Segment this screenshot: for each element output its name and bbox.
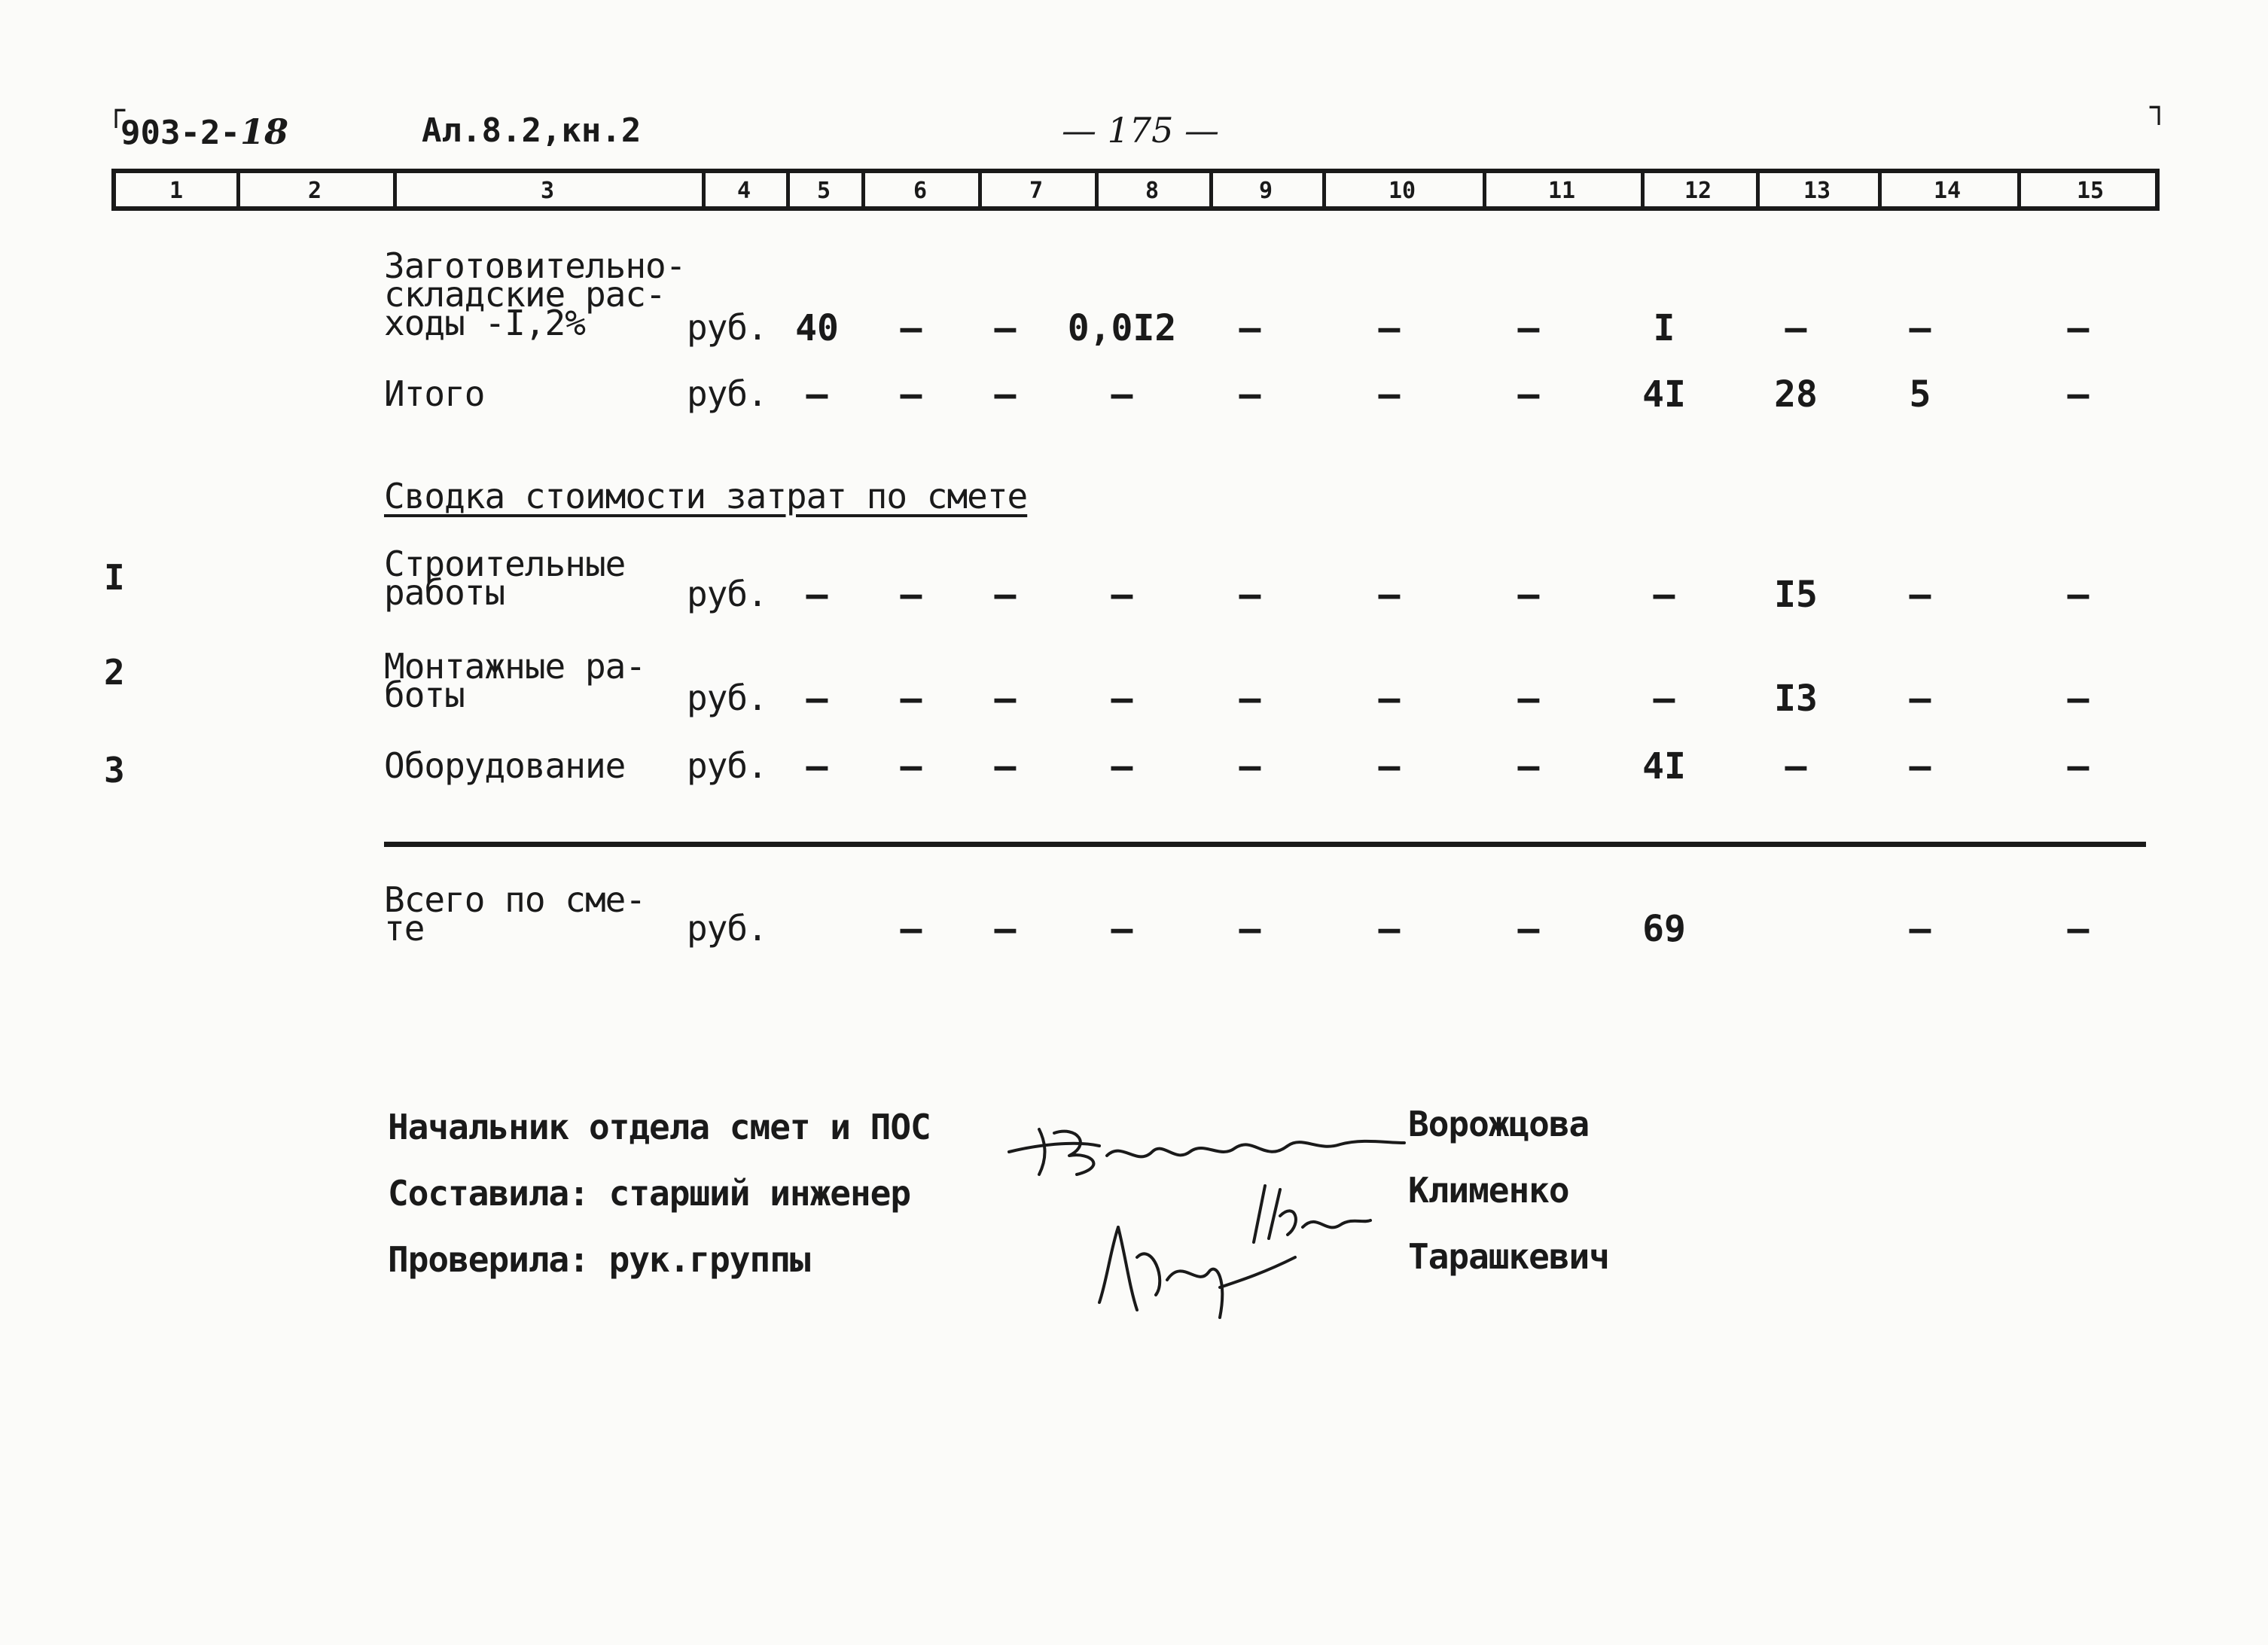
cell-col-10: – [1378, 745, 1401, 787]
row-number: 3 [104, 750, 124, 791]
cell-col-15: – [2067, 307, 2090, 349]
signature-role: Проверила: рук.группы [388, 1239, 810, 1280]
corner-mark-left: ┌ [107, 93, 126, 128]
cell-col-7: – [994, 574, 1017, 616]
cell-col-7: – [994, 307, 1017, 349]
cell-col-5: 40 [795, 307, 839, 349]
cell-col-13: – [1785, 307, 1807, 349]
cell-col-12: 4I [1642, 373, 1686, 416]
cell-col-6: – [900, 373, 922, 416]
column-divider [1209, 173, 1213, 206]
cell-col-11: – [1517, 678, 1540, 720]
cell-col-14: – [1909, 307, 1931, 349]
cell-col-15: – [2067, 678, 2090, 720]
cell-col-13: I5 [1774, 574, 1818, 616]
cell-col-14: – [1909, 908, 1931, 950]
cell-col-15: – [2067, 745, 2090, 787]
cell-col-7: – [994, 373, 1017, 416]
cell-col-8: – [1111, 373, 1133, 416]
column-number-14: 14 [1933, 178, 1962, 204]
cell-col-10: – [1378, 678, 1401, 720]
cell-col-12: 69 [1642, 908, 1686, 950]
column-number-15: 15 [2076, 178, 2105, 204]
cell-col-10: – [1378, 373, 1401, 416]
cell-col-11: – [1517, 908, 1540, 950]
column-divider [1483, 173, 1486, 206]
cell-col-10: – [1378, 908, 1401, 950]
cell-col-14: – [1909, 678, 1931, 720]
document-code-suffix: 18 [239, 111, 288, 152]
column-divider [978, 173, 982, 206]
column-divider [702, 173, 706, 206]
cell-col-5: – [806, 745, 828, 787]
column-number-1: 1 [169, 178, 184, 204]
cell-col-15: – [2067, 908, 2090, 950]
cell-col-15: – [2067, 373, 2090, 416]
cell-col-6: – [900, 745, 922, 787]
signature-name: Ворожцова [1408, 1104, 1590, 1144]
cell-col-12: I [1653, 307, 1675, 349]
column-divider [1322, 173, 1326, 206]
page-number: — 175 — [1062, 110, 1220, 151]
cell-col-7: – [994, 908, 1017, 950]
cell-col-12: – [1653, 574, 1675, 616]
document-code-prefix: 903-2- [120, 114, 240, 152]
cell-col-6: – [900, 574, 922, 616]
cell-col-11: – [1517, 373, 1540, 416]
cell-col-13: 28 [1774, 373, 1818, 416]
cell-col-9: – [1239, 678, 1261, 720]
column-number-8: 8 [1145, 178, 1160, 204]
row-label: Заготовительно- [384, 245, 686, 286]
column-divider [2017, 173, 2021, 206]
column-number-6: 6 [913, 178, 928, 204]
cell-col-11: – [1517, 307, 1540, 349]
cell-col-9: – [1239, 373, 1261, 416]
row-label: те [384, 908, 425, 949]
document-code [120, 111, 288, 152]
column-number-5: 5 [816, 178, 831, 204]
column-number-9: 9 [1258, 178, 1273, 204]
cell-col-8: – [1111, 745, 1133, 787]
row-unit: руб. [687, 908, 767, 949]
cell-col-9: – [1239, 307, 1261, 349]
column-divider [1756, 173, 1760, 206]
cell-col-6: – [900, 678, 922, 720]
cell-col-8: – [1111, 908, 1133, 950]
cell-col-12: 4I [1642, 745, 1686, 787]
cell-col-10: – [1378, 307, 1401, 349]
column-number-13: 13 [1803, 178, 1831, 204]
signature-tarashkevich [1084, 1212, 1310, 1325]
cell-col-5: – [806, 373, 828, 416]
cell-col-7: – [994, 678, 1017, 720]
column-divider [861, 173, 865, 206]
cell-col-10: – [1378, 574, 1401, 616]
cell-col-14: 5 [1909, 373, 1931, 416]
row-unit: руб. [687, 574, 767, 614]
cell-col-13: – [1785, 745, 1807, 787]
signature-role: Составила: старший инженер [388, 1173, 911, 1214]
cell-col-11: – [1517, 745, 1540, 787]
cell-col-11: – [1517, 574, 1540, 616]
cell-col-12: – [1653, 678, 1675, 720]
cell-col-6: – [900, 908, 922, 950]
column-number-strip [111, 169, 2160, 211]
cell-col-6: – [900, 307, 922, 349]
column-divider [1641, 173, 1645, 206]
row-number: I [104, 557, 124, 598]
cell-col-9: – [1239, 745, 1261, 787]
column-number-7: 7 [1029, 178, 1044, 204]
column-divider [1878, 173, 1882, 206]
cell-col-5: – [806, 678, 828, 720]
corner-mark: ┐ [2150, 90, 2169, 125]
cell-col-15: – [2067, 574, 2090, 616]
row-label: складские рас- [384, 274, 666, 315]
row-unit: руб. [687, 678, 767, 718]
row-label: Всего по сме- [384, 879, 646, 920]
cell-col-8: – [1111, 678, 1133, 720]
row-unit: руб. [687, 373, 767, 414]
row-unit: руб. [687, 745, 767, 786]
cell-col-7: – [994, 745, 1017, 787]
column-number-2: 2 [307, 178, 322, 204]
column-number-11: 11 [1547, 178, 1576, 204]
column-number-12: 12 [1684, 178, 1712, 204]
row-label: ходы -I,2% [384, 303, 585, 343]
cell-col-8: 0,0I2 [1067, 307, 1177, 349]
signature-name: Тарашкевич [1408, 1236, 1609, 1277]
cell-col-9: – [1239, 574, 1261, 616]
column-number-3: 3 [540, 178, 555, 204]
cell-col-5: – [806, 574, 828, 616]
column-divider [236, 173, 240, 206]
summary-title: Сводка стоимости затрат по смете [384, 476, 1028, 516]
column-number-4: 4 [736, 178, 751, 204]
row-label: Строительные [384, 544, 626, 584]
cell-col-14: – [1909, 574, 1931, 616]
row-label: Оборудование [384, 745, 626, 786]
column-number-10: 10 [1388, 178, 1416, 204]
signature-name: Клименко [1408, 1170, 1569, 1211]
column-divider [1095, 173, 1099, 206]
column-divider [786, 173, 790, 206]
row-label: Итого [384, 373, 485, 414]
column-divider [393, 173, 397, 206]
total-divider [384, 842, 2146, 847]
cell-col-9: – [1239, 908, 1261, 950]
row-label: боты [384, 675, 465, 715]
cell-col-14: – [1909, 745, 1931, 787]
cell-col-13: I3 [1774, 678, 1818, 720]
signature-role: Начальник отдела смет и ПОС [388, 1107, 931, 1147]
cell-col-8: – [1111, 574, 1133, 616]
row-label: Монтажные ра- [384, 646, 646, 687]
album-reference: Ал.8.2,кн.2 [422, 111, 642, 150]
row-number: 2 [104, 652, 124, 693]
row-label: работы [384, 572, 505, 613]
row-unit: руб. [687, 307, 767, 348]
